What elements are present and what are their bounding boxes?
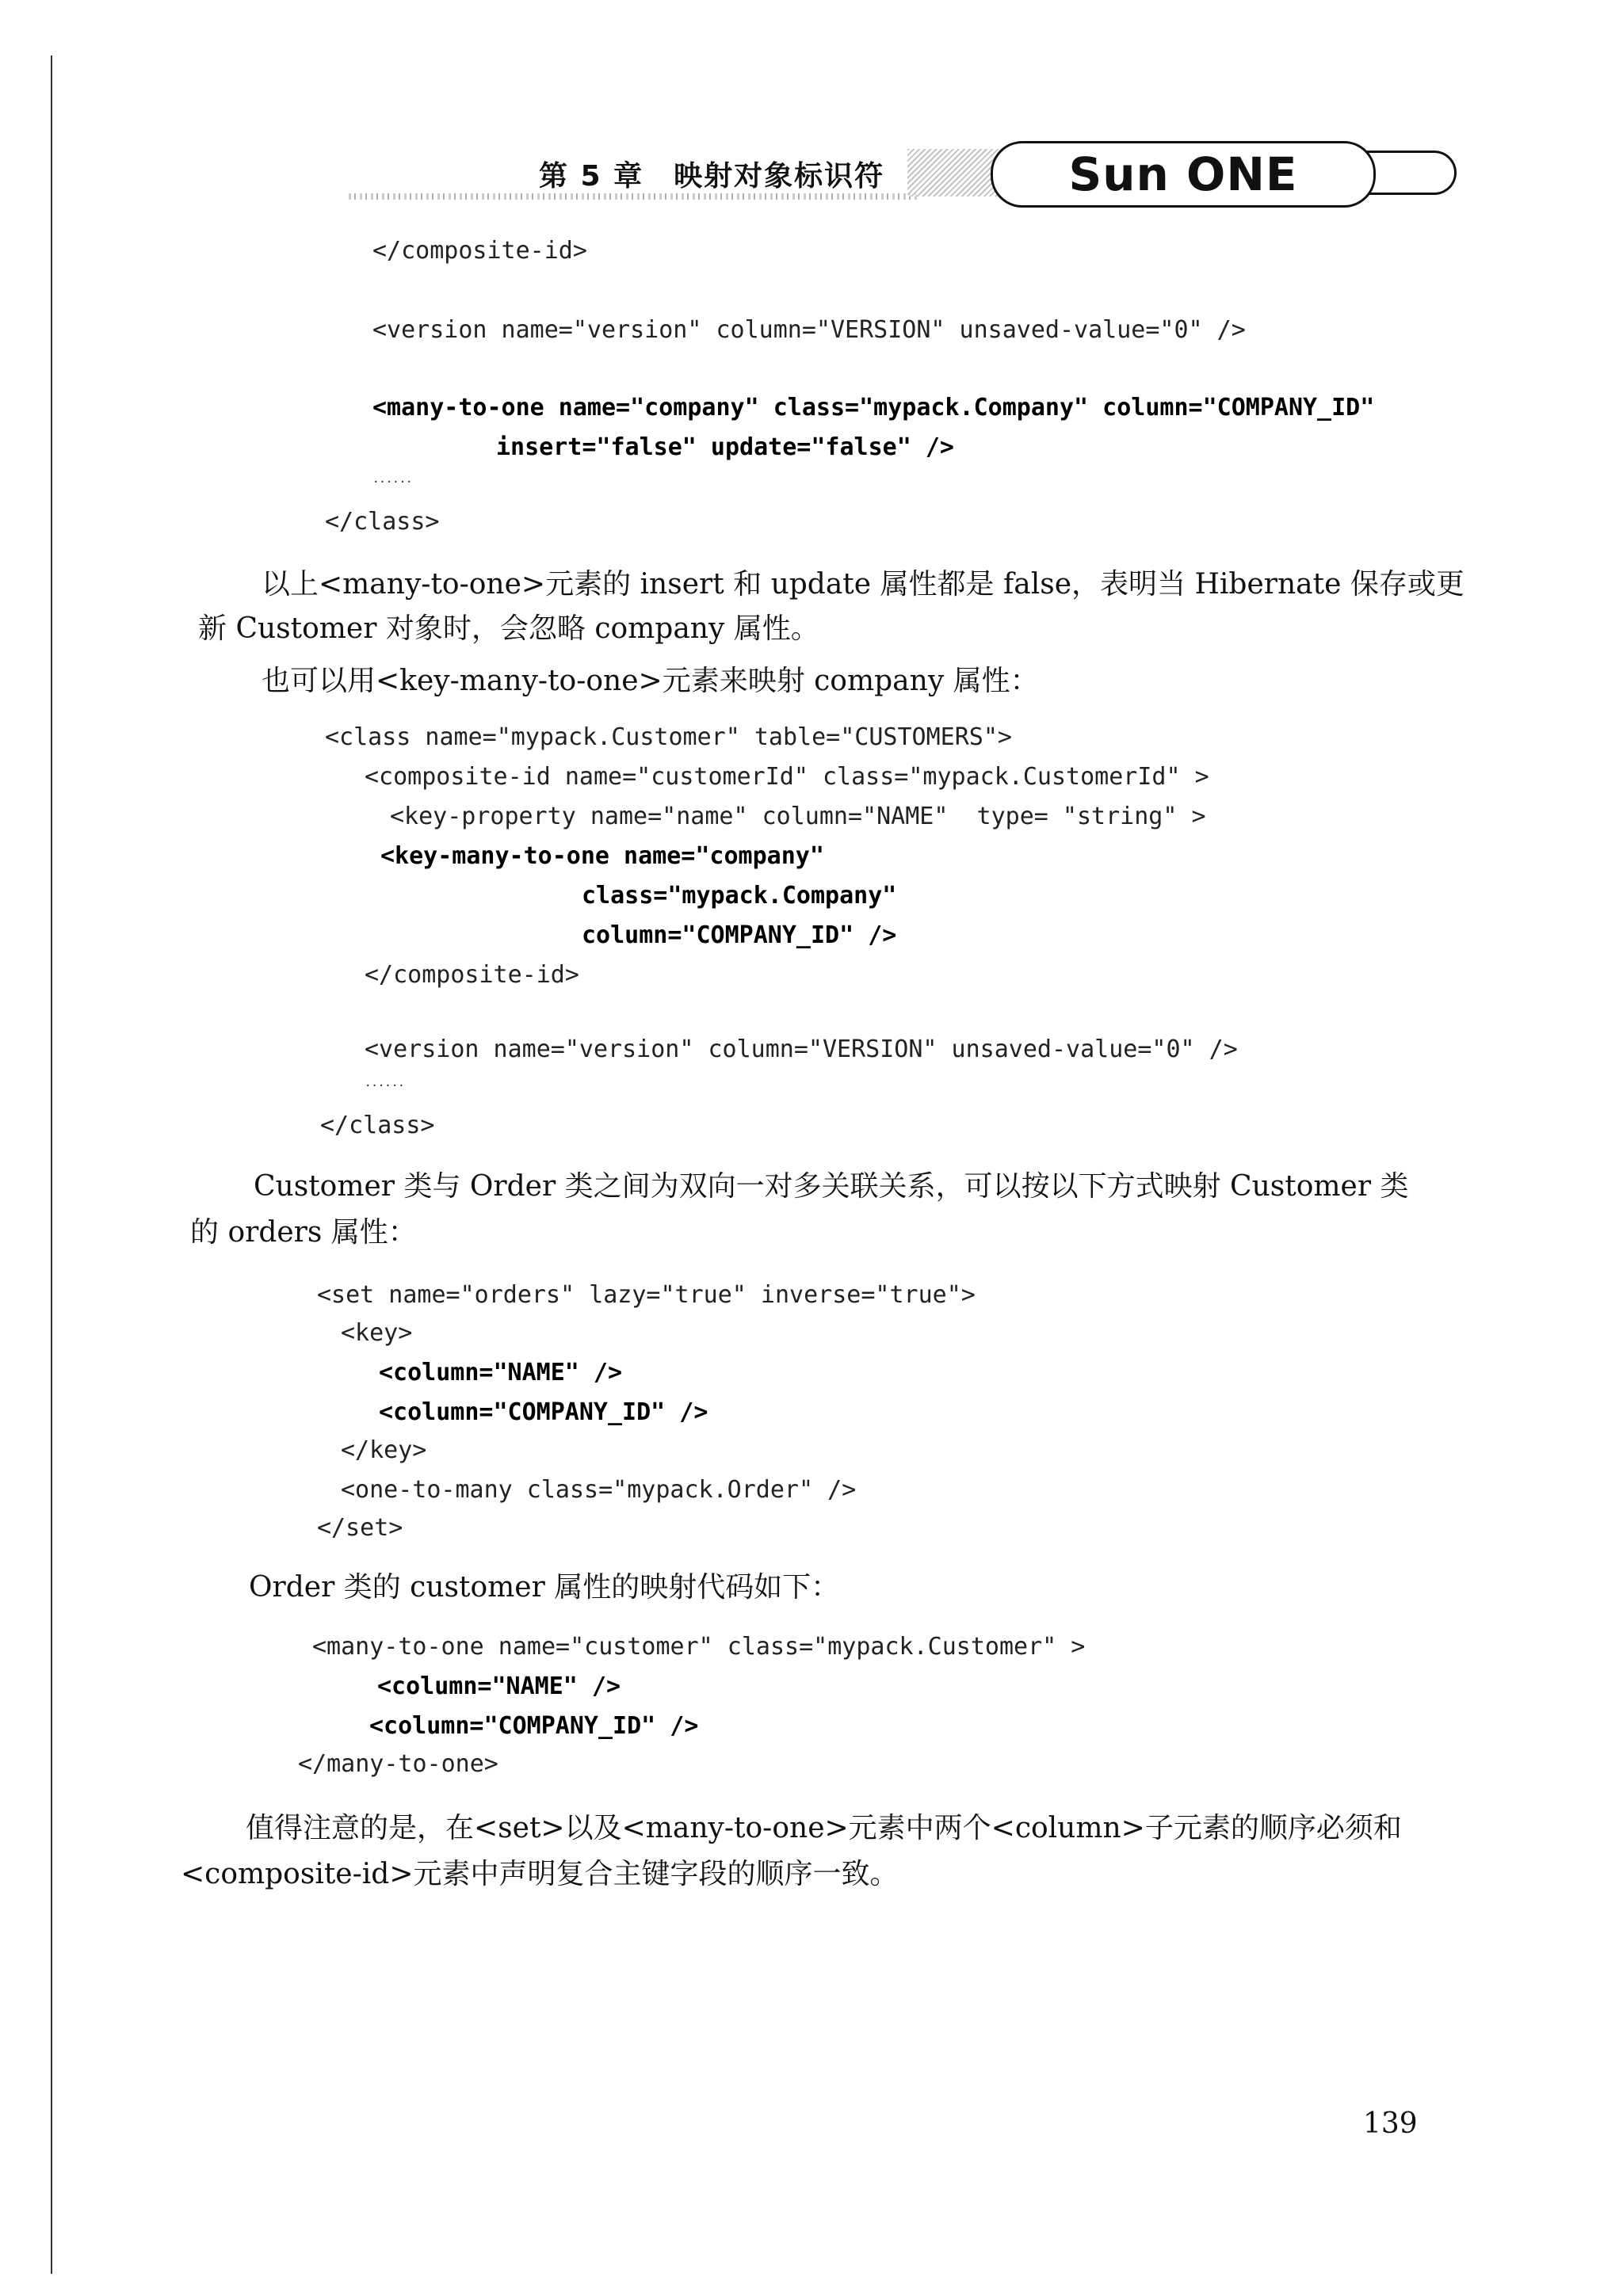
code-line: <key> <box>341 1319 413 1347</box>
paragraph-line: Order 类的 customer 属性的映射代码如下： <box>249 1571 840 1604</box>
paragraph-line: 新 Customer 对象时，会忽略 company 属性。 <box>198 612 819 645</box>
margin-rule <box>51 55 52 2274</box>
code-line: </class> <box>325 508 440 536</box>
code-line-bold: <column="NAME" /> <box>379 1359 623 1386</box>
code-line: </set> <box>317 1514 403 1542</box>
code-line-bold: class="mypack.Company" <box>582 882 897 910</box>
chapter-title: 第 5 章 映射对象标识符 <box>539 160 885 193</box>
code-line: <version name="version" column="VERSION" unsaved-value="0" /> <box>372 316 1246 344</box>
code-line: <many-to-one name="customer" class="mypack.Customer" > <box>312 1633 1086 1661</box>
page-number: 139 <box>1363 2107 1418 2140</box>
code-line-bold: <many-to-one name="company" class="mypack.Company" column="COMPANY_ID" <box>372 394 1375 421</box>
header-noise-strip <box>349 193 919 200</box>
code-line: </many-to-one> <box>298 1750 498 1778</box>
code-line-bold: <column="NAME" /> <box>377 1672 621 1700</box>
code-line-bold: insert="false" update="false" /> <box>496 433 954 461</box>
code-line: </composite-id> <box>372 237 587 265</box>
code-line-bold: <key-many-to-one name="company" <box>380 842 824 870</box>
paragraph-line: Customer 类与 Order 类之间为双向一对多关联关系，可以按以下方式映射 Customer 类 <box>254 1170 1409 1203</box>
paragraph-line: 的 orders 属性： <box>190 1216 417 1249</box>
code-line: <one-to-many class="mypack.Order" /> <box>341 1476 857 1504</box>
code-line: </class> <box>320 1112 435 1139</box>
code-line-bold: <column="COMPANY_ID" /> <box>379 1398 708 1426</box>
sun-one-logo: Sun ONE <box>991 141 1376 208</box>
code-line: </composite-id> <box>365 961 579 989</box>
code-line: <composite-id name="customerId" class="mypack.CustomerId" > <box>365 763 1209 791</box>
code-line-bold: <column="COMPANY_ID" /> <box>369 1712 699 1740</box>
code-line: </key> <box>341 1436 427 1464</box>
code-line: <class name="mypack.Customer" table="CUSTOMERS"> <box>325 723 1012 751</box>
code-ellipsis: ...... <box>372 473 413 486</box>
code-line: <version name="version" column="VERSION" unsaved-value="0" /> <box>365 1035 1238 1063</box>
code-ellipsis: ...... <box>365 1077 405 1089</box>
code-line-bold: column="COMPANY_ID" /> <box>582 921 897 949</box>
paragraph-line: 以上<many-to-one>元素的 insert 和 update 属性都是 false，表明当 Hibernate 保存或更 <box>262 568 1465 601</box>
code-line: <key-property name="name" column="NAME" type= "string" > <box>390 803 1206 830</box>
paragraph-line: 也可以用<key-many-to-one>元素来映射 company 属性： <box>262 665 1039 697</box>
paragraph-line: <composite-id>元素中声明复合主键字段的顺序一致。 <box>181 1858 899 1890</box>
code-line: <set name="orders" lazy="true" inverse="true"> <box>317 1281 976 1309</box>
paragraph-line: 值得注意的是，在<set>以及<many-to-one>元素中两个<column>子元素的顺序必须和 <box>246 1812 1402 1844</box>
running-header <box>539 141 1474 220</box>
